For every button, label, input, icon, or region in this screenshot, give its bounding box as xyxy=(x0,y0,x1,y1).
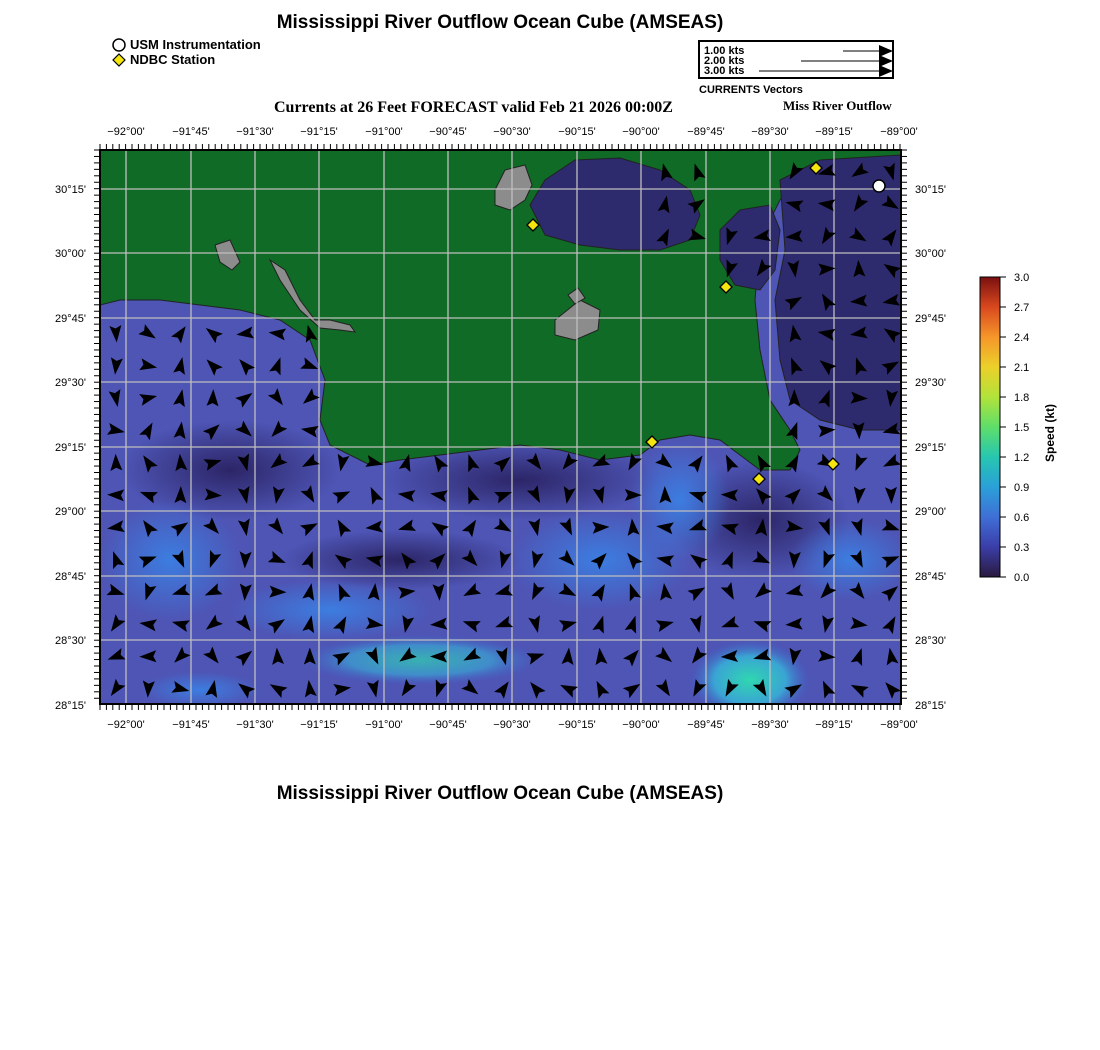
vector-legend-caption: CURRENTS Vectors xyxy=(699,84,803,96)
colorbar-tick: 2.4 xyxy=(1014,332,1030,344)
lon-tick-bottom: −92°00' xyxy=(107,719,145,731)
lat-tick-right: 29°45' xyxy=(915,313,946,325)
lat-tick-right: 29°00' xyxy=(915,506,946,518)
region-label: Miss River Outflow xyxy=(783,98,892,113)
lon-tick-bottom: −91°45' xyxy=(172,719,210,731)
lat-tick-right: 29°15' xyxy=(915,442,946,454)
vector-legend-row-3: 3.00 kts xyxy=(704,65,745,77)
colorbar-tick: 2.7 xyxy=(1014,302,1030,314)
lat-tick-left: 29°30' xyxy=(55,377,86,389)
lat-tick-right: 30°15' xyxy=(915,184,946,196)
lat-tick-left: 29°45' xyxy=(55,313,86,325)
lon-tick-bottom: −90°15' xyxy=(558,719,596,731)
lat-tick-left: 28°45' xyxy=(55,571,86,583)
lon-tick-top: −90°00' xyxy=(622,126,660,138)
usm-station-marker xyxy=(873,180,885,192)
lat-tick-left: 29°00' xyxy=(55,506,86,518)
lat-tick-right: 30°00' xyxy=(915,248,946,260)
lat-tick-right: 28°45' xyxy=(915,571,946,583)
vector-legend-row-2: 2.00 kts xyxy=(704,55,745,67)
map-subtitle: Currents at 26 Feet FORECAST valid Feb 21 2026 00:00Z xyxy=(274,99,673,116)
colorbar-tick: 1.8 xyxy=(1014,392,1030,404)
vector-legend-row-1: 1.00 kts xyxy=(704,45,745,57)
lon-tick-top: −90°30' xyxy=(493,126,531,138)
lat-tick-right: 29°30' xyxy=(915,377,946,389)
lon-tick-bottom: −89°45' xyxy=(687,719,725,731)
colorbar-tick: 3.0 xyxy=(1014,272,1030,284)
lon-tick-bottom: −89°30' xyxy=(751,719,789,731)
colorbar-ramp xyxy=(980,277,1000,577)
lon-tick-bottom: −89°15' xyxy=(815,719,853,731)
colorbar-tick: 0.6 xyxy=(1014,512,1030,524)
chandeleur-sound xyxy=(775,155,901,430)
lat-tick-left: 28°30' xyxy=(55,635,86,647)
lon-tick-top: −89°45' xyxy=(687,126,725,138)
colorbar-tick: 0.0 xyxy=(1014,572,1030,584)
lon-tick-top: −91°45' xyxy=(172,126,210,138)
colorbar-tick: 0.9 xyxy=(1014,482,1030,494)
lon-tick-bottom: −90°45' xyxy=(429,719,467,731)
lon-tick-bottom: −90°00' xyxy=(622,719,660,731)
lon-tick-bottom: −91°00' xyxy=(365,719,403,731)
page-title: Mississippi River Outflow Ocean Cube (AMSEAS) xyxy=(276,12,724,33)
lon-tick-bottom: −91°15' xyxy=(300,719,338,731)
lat-tick-left: 30°00' xyxy=(55,248,86,260)
map-content xyxy=(100,150,910,720)
lon-tick-bottom: −91°30' xyxy=(236,719,274,731)
lon-tick-top: −89°15' xyxy=(815,126,853,138)
colorbar-tick: 2.1 xyxy=(1014,362,1030,374)
lon-tick-top: −89°00' xyxy=(880,126,918,138)
speed-colorbar xyxy=(970,270,1070,590)
lon-tick-top: −90°15' xyxy=(558,126,596,138)
lon-tick-top: −91°00' xyxy=(365,126,403,138)
lon-tick-top: −90°45' xyxy=(429,126,467,138)
lon-tick-top: −92°00' xyxy=(107,126,145,138)
legend-ndbc-label: NDBC Station xyxy=(130,52,216,67)
lon-tick-top: −91°30' xyxy=(236,126,274,138)
lat-tick-left: 30°15' xyxy=(55,184,86,196)
lat-tick-right: 28°30' xyxy=(915,635,946,647)
lat-tick-left: 28°15' xyxy=(55,700,86,712)
lat-tick-right: 28°15' xyxy=(915,700,946,712)
colorbar-title: Speed (kt) xyxy=(1043,403,1057,462)
colorbar-tick: 0.3 xyxy=(1014,542,1030,554)
lon-tick-top: −91°15' xyxy=(300,126,338,138)
lon-tick-bottom: −89°00' xyxy=(880,719,918,731)
colorbar-tick: 1.2 xyxy=(1014,452,1030,464)
lat-tick-left: 29°15' xyxy=(55,442,86,454)
page-title-bottom: Mississippi River Outflow Ocean Cube (AMSEAS) xyxy=(276,783,724,804)
legend-usm-label: USM Instrumentation xyxy=(130,37,261,52)
lon-tick-bottom: −90°30' xyxy=(493,719,531,731)
lon-tick-top: −89°30' xyxy=(751,126,789,138)
colorbar-tick: 1.5 xyxy=(1014,422,1030,434)
